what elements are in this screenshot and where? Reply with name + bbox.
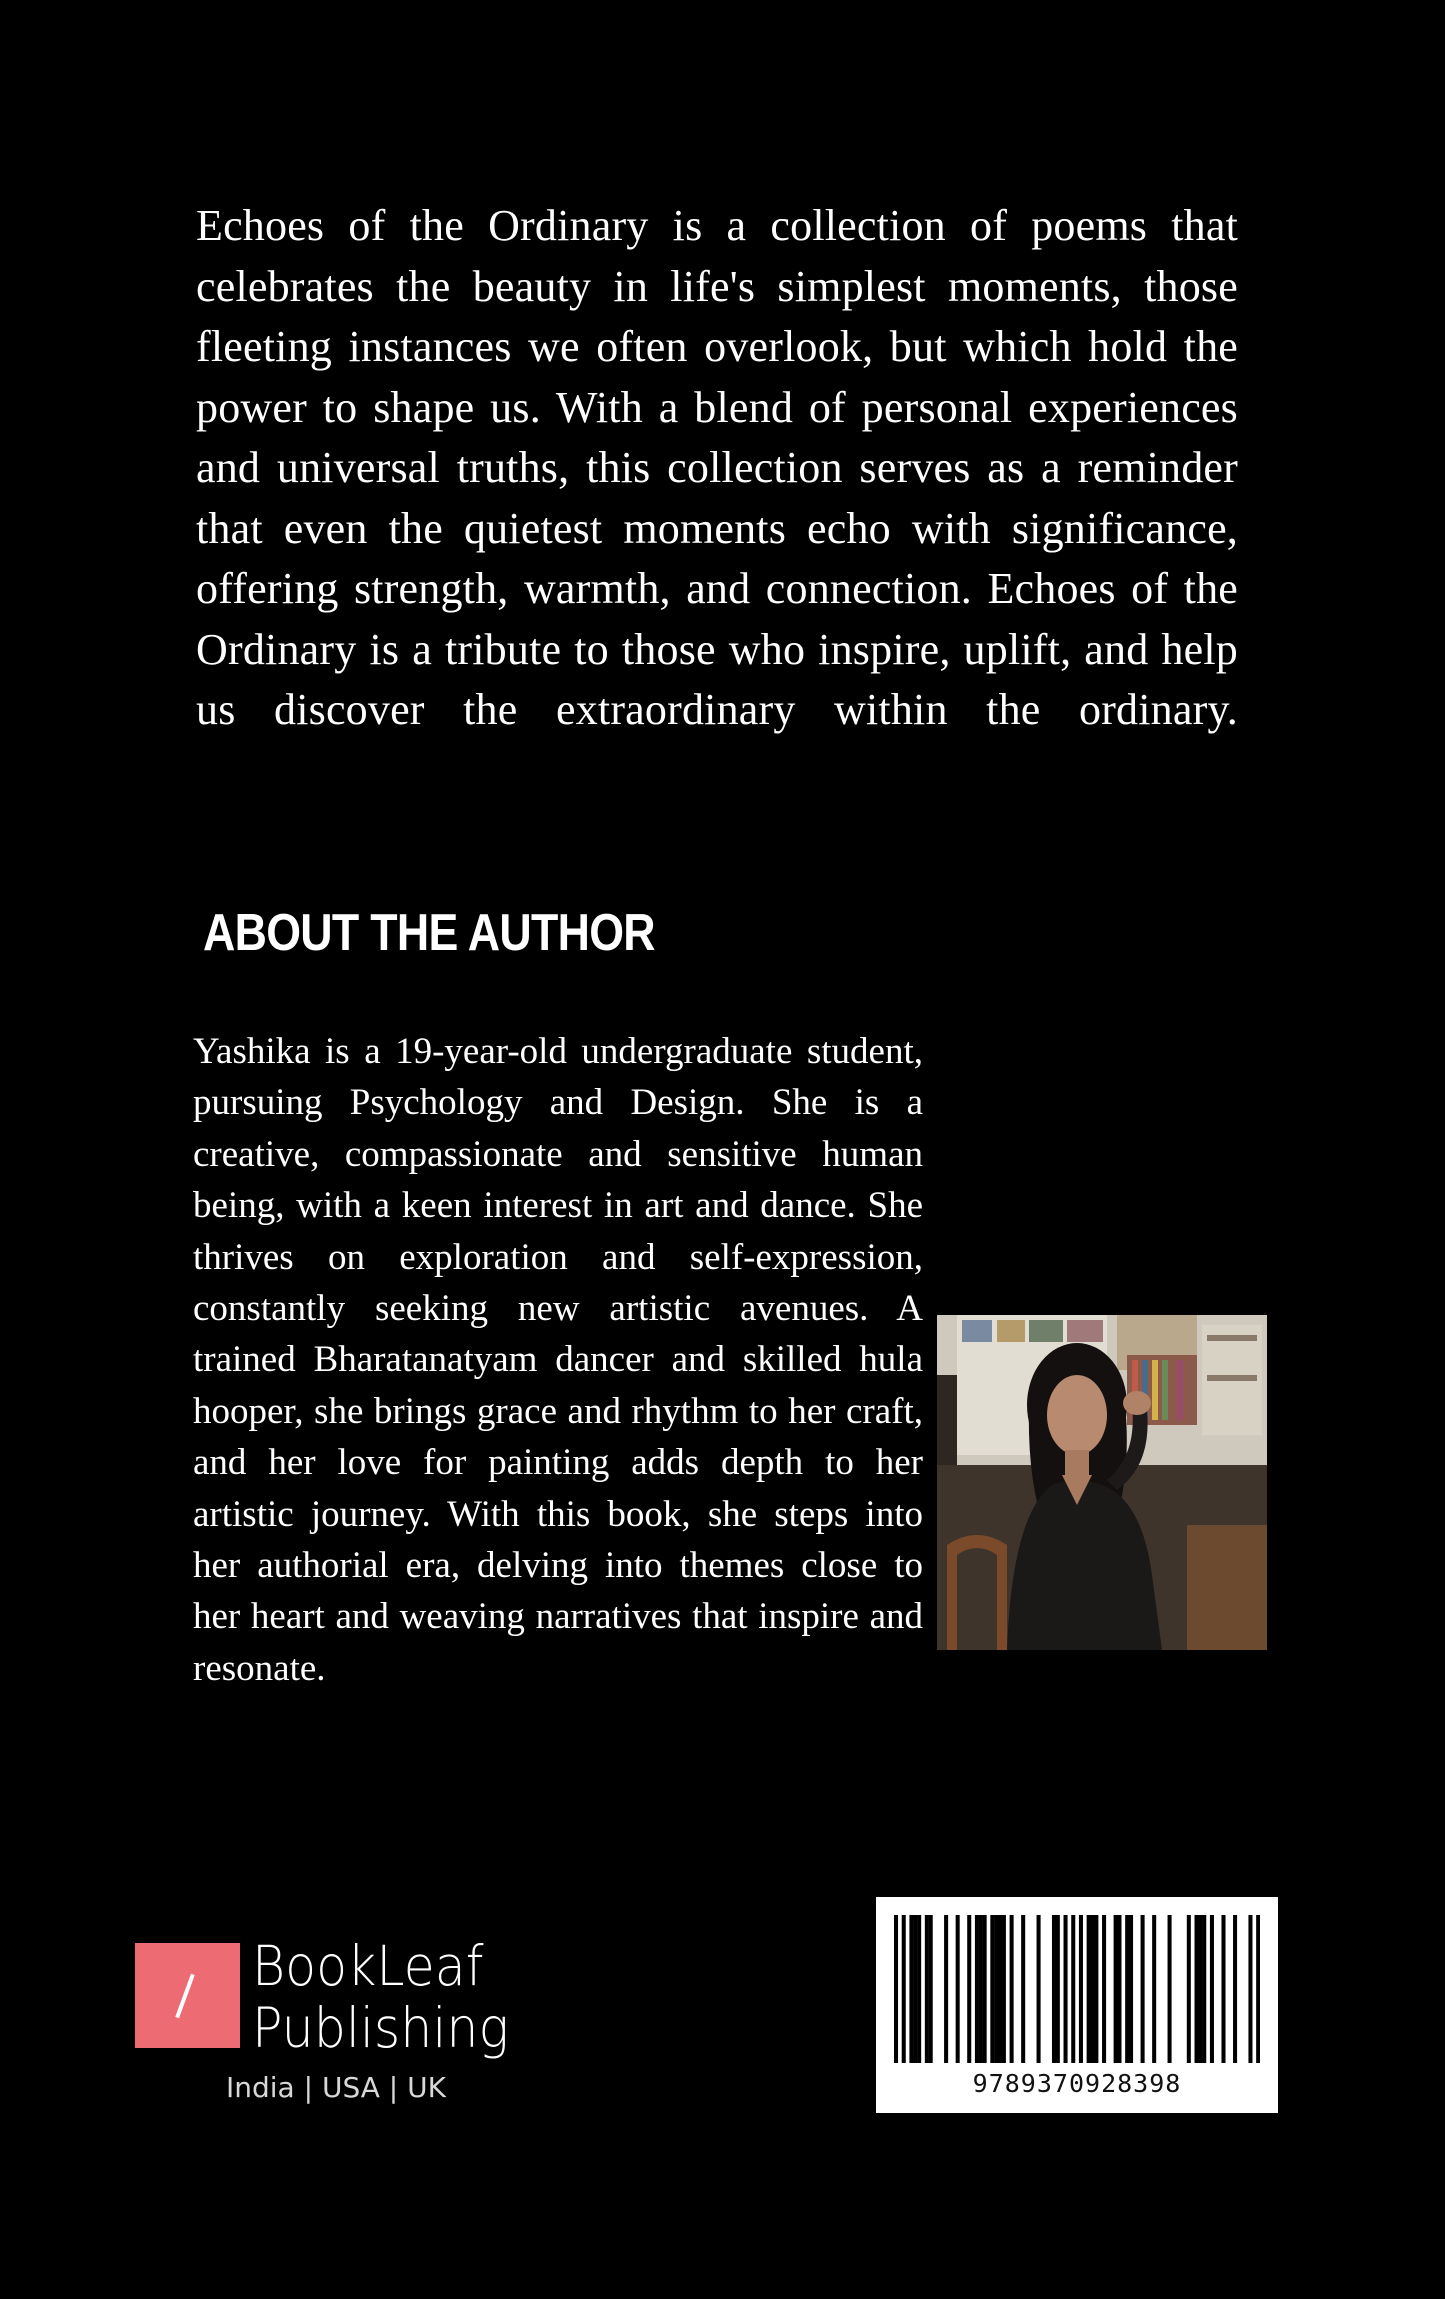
barcode-bar (1117, 1915, 1121, 2063)
barcode-bar (1129, 1915, 1133, 2063)
barcode-bar (1002, 1915, 1006, 2063)
barcode-bar (1087, 1915, 1091, 2063)
barcode-bar (1021, 1915, 1025, 2063)
barcode-bar (913, 1915, 917, 2063)
barcode-bar (1064, 1915, 1068, 2063)
barcode-bar (1094, 1915, 1098, 2063)
barcode-bar (1090, 1915, 1094, 2063)
barcode-bar (1187, 1915, 1191, 2063)
barcode-bar (1102, 1915, 1106, 2063)
barcode-bar (1052, 1915, 1056, 2063)
barcode-bar (925, 1915, 929, 2063)
barcode-bar (1198, 1915, 1202, 2063)
barcode-bar (994, 1915, 998, 2063)
barcode-bar (1221, 1915, 1225, 2063)
book-blurb: Echoes of the Ordinary is a collection of poems that celebrates the beauty in life's simplest moments, those fleeting instances we often overlook, but which hold the power to shape us. With a blend of personal experiences and universal truths, this collection serves as a reminder that even the quietest moments echo with significance, offering strength, warmth, and connection. Echoes of the Ordinary is a tribute to those who inspire, uplift, and help us discover the extraordinary within the ordinary. (196, 201, 1238, 734)
barcode-bar (1152, 1915, 1156, 2063)
barcode-bar (998, 1915, 1002, 2063)
barcode-bar (979, 1915, 983, 2063)
author-bio: Yashika is a 19-year-old undergraduate student, pursuing Psychology and Design. She is a creative, compassionate and sensitive human being, with a keen interest in art and dance. She thrives on exploration and self-expression, constantly seeking new artistic avenues. A trained Bharatanatyam dancer and skilled hula hooper, she brings grace and rhythm to her craft, and her love for painting adds depth to her artistic journey. With this book, she steps into her authorial era, delving into themes close to her heart and weaving narratives that inspire and resonate. (193, 1031, 923, 1689)
barcode-bar (1233, 1915, 1237, 2063)
barcode-bar (929, 1915, 933, 2063)
bookleaf-logo (135, 1943, 240, 2048)
isbn-barcode (876, 1897, 1278, 2113)
isbn-number: 9789370928398 (972, 2069, 1182, 2098)
barcode-bar (1256, 1915, 1260, 2063)
barcode-bar (1168, 1915, 1172, 2063)
barcode-bar (1202, 1915, 1206, 2063)
barcode-bar (909, 1915, 913, 2063)
barcode-bar (1037, 1915, 1041, 2063)
barcode-bar (1125, 1915, 1129, 2063)
publisher-locations: India | USA | UK (226, 2071, 446, 2104)
barcode-bar (983, 1915, 987, 2063)
publisher-name-line2: Publishing (252, 1996, 509, 2060)
barcode-bar (944, 1915, 948, 2063)
publisher-name-line1: BookLeaf (252, 1934, 484, 1998)
barcode-bar (967, 1915, 971, 2063)
barcode-bar (1056, 1915, 1060, 2063)
publisher-name (252, 1935, 509, 2059)
about-author-heading: ABOUT THE AUTHOR (203, 904, 655, 962)
barcode-bar (1114, 1915, 1118, 2063)
barcode-bar (956, 1915, 960, 2063)
barcode-bar (1079, 1915, 1083, 2063)
author-photo (937, 1315, 1267, 1650)
barcode-bar (1141, 1915, 1145, 2063)
slash-icon (175, 1974, 194, 2019)
barcode-bar (917, 1915, 921, 2063)
barcode-bar (1210, 1915, 1214, 2063)
barcode-bar (894, 1915, 898, 2063)
barcode-bar (1071, 1915, 1075, 2063)
barcode-bar (990, 1915, 994, 2063)
barcode-bar (902, 1915, 906, 2063)
barcode-bar (975, 1915, 979, 2063)
barcode-bars (894, 1915, 1260, 2063)
barcode-bar (1010, 1915, 1014, 2063)
barcode-bar (1248, 1915, 1252, 2063)
barcode-bar (1195, 1915, 1199, 2063)
